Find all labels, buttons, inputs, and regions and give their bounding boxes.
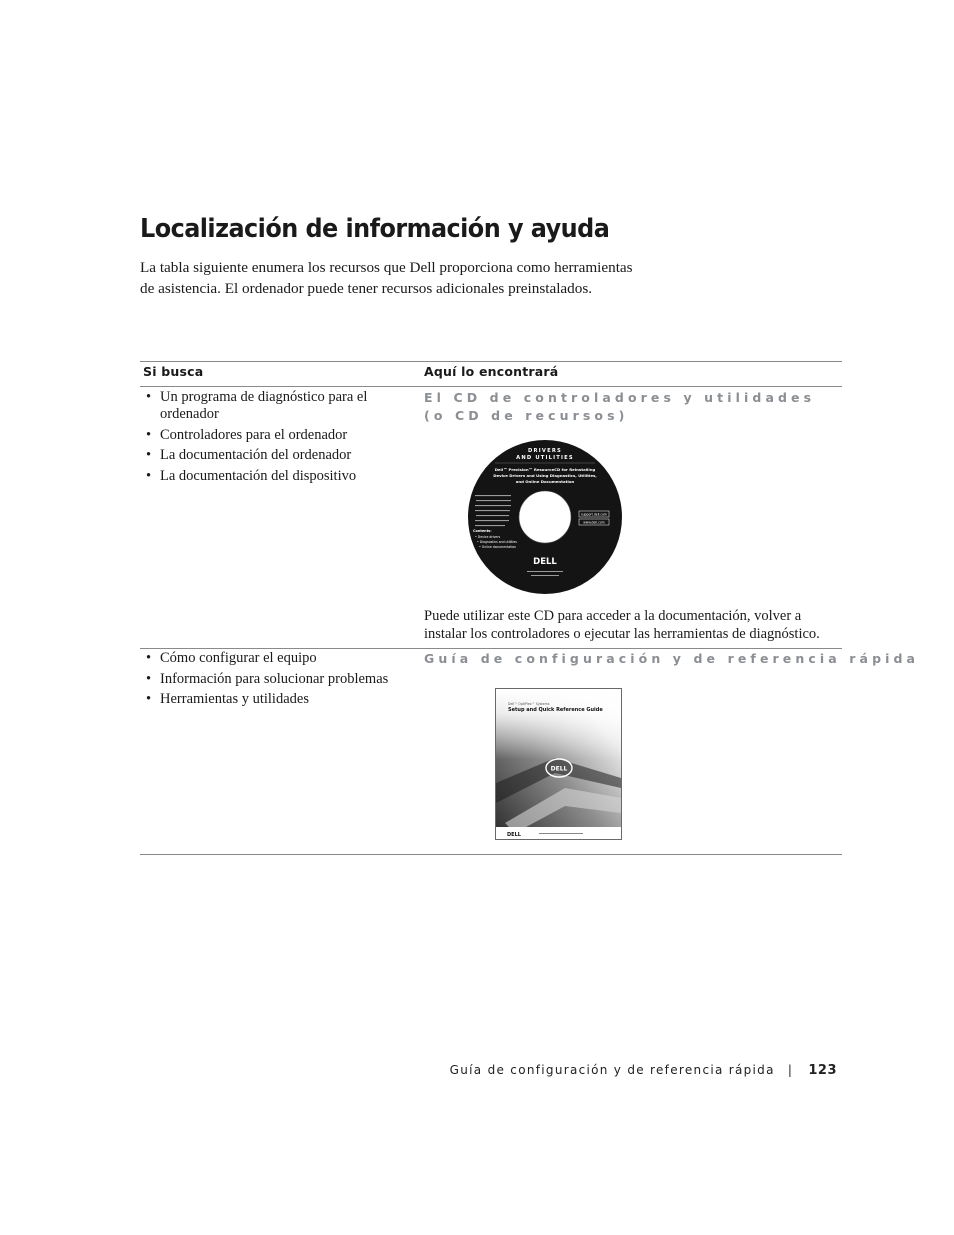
cd-heading1: DRIVERS (528, 448, 562, 454)
list-item: • Un programa de diagnóstico para el ordenador (146, 389, 396, 423)
list-item: • Controladores para el ordenador (146, 427, 396, 444)
cd-contents-item: • Device drivers (475, 535, 501, 539)
page-footer (450, 1063, 837, 1078)
guide-cover-dell-watermark: DELL (550, 765, 568, 773)
list-item: • Cómo configurar el equipo (146, 650, 396, 667)
header-aqui-lo-encontrara: Aquí lo encontrará (424, 364, 559, 379)
setup-guide-cover-image (495, 688, 622, 840)
row1-list (146, 389, 396, 488)
guide-cover-small-text: Dell™ OptiPlex™ Systems (508, 702, 550, 706)
list-item: • Herramientas y utilidades (146, 691, 396, 708)
footer-guide-title: Guía de configuración y de referencia rápida (449, 1063, 775, 1077)
table-top-rule (140, 361, 842, 362)
row1-description: Puede utilizar este CD para acceder a la documentación, volver a instalar los controladores o ejecutar las herramientas de diagnóstico. (424, 608, 820, 642)
row-divider (140, 648, 842, 649)
drivers-utilities-cd-image (467, 437, 623, 597)
table-bottom-rule (140, 854, 842, 855)
row2-list (146, 650, 396, 712)
guide-cover-title: Setup and Quick Reference Guide (508, 707, 603, 713)
list-item: • La documentación del dispositivo (146, 468, 396, 485)
cd-contents-item: • Online documentation (479, 545, 517, 549)
header-si-busca: Si busca (143, 364, 204, 379)
page-title: Localización de información y ayuda (140, 214, 610, 244)
footer-separator: | (787, 1063, 794, 1077)
row1-resource-title-line2: (o CD de recursos) (424, 407, 629, 423)
cd-dell-logo: DELL (533, 557, 557, 567)
cd-url2: www.dell.com (583, 520, 605, 525)
cd-subtitle3: and Online Documentation (515, 479, 575, 484)
row1-resource-title-line1: El CD de controladores y utilidades (424, 390, 816, 405)
intro-paragraph: La tabla siguiente enumera los recursos que Dell proporciona como herramientas de asistencia. El ordenador puede tener recursos adicionales preinstalados. (140, 259, 633, 297)
header-rule (140, 386, 842, 387)
list-item: • Información para solucionar problemas (146, 671, 396, 688)
cd-subtitle2: Device Drivers and Using Diagnostics, Utilities, (493, 473, 597, 478)
page-number: 123 (808, 1063, 837, 1078)
guide-cover-dell-logo: DELL (507, 832, 521, 838)
cd-url1: support.dell.com (580, 512, 608, 517)
cd-contents-label: Contents: (473, 529, 492, 533)
cd-subtitle1: Dell™ Precision™ ResourceCD for Reinstalling (494, 467, 596, 472)
cd-contents-item: • Diagnostics and utilities (477, 540, 517, 544)
row2-resource-title: Guía de configuración y de referencia rápida (424, 651, 920, 666)
list-item: • La documentación del ordenador (146, 447, 396, 464)
row1-resource-title (424, 389, 815, 424)
cd-heading2: AND UTILITIES (516, 455, 574, 461)
